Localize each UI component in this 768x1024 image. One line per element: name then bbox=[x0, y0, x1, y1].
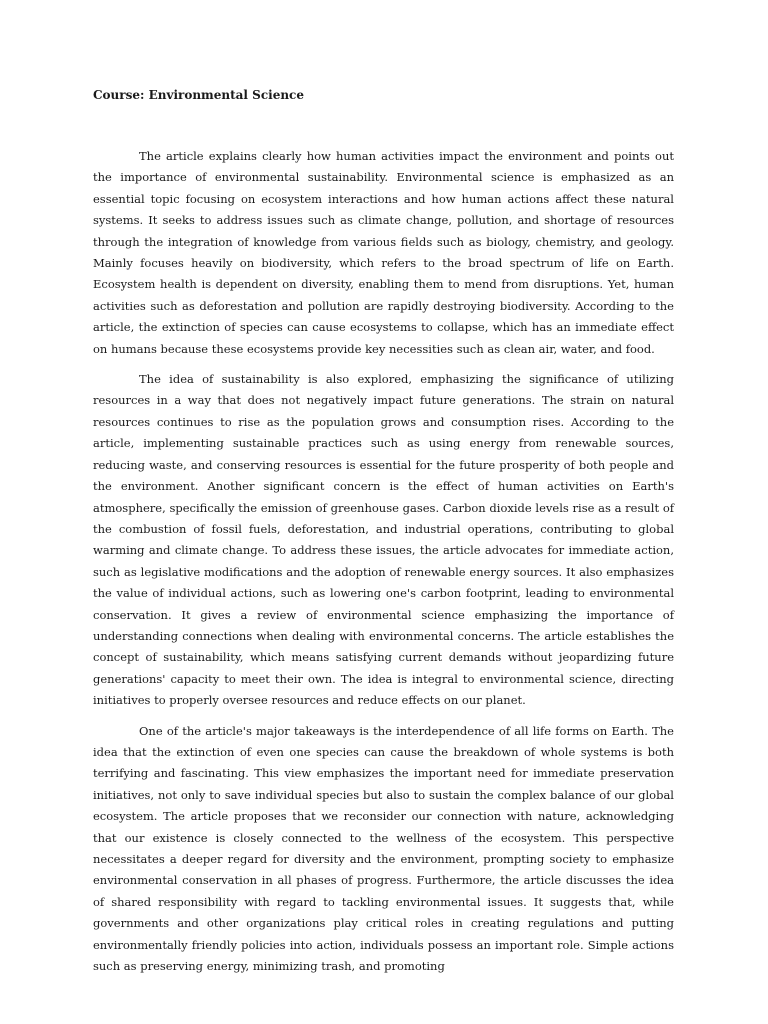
document-body bbox=[93, 146, 674, 986]
paragraph-interdependence: One of the article's major takeaways is the interdependence of all life forms on Earth. The idea that the extinction of even one species can cause the breakdown of whole systems is both terrifying and fascinating. This view emphasizes the important need for immediate preservation initiatives, not only to save individual species but also to sustain the complex balance of our global ecosystem. The article proposes that we reconsider our connection with nature, acknowledging that our existence is closely connected to the wellness of the ecosystem. This perspective necessitates a deeper regard for diversity and the environment, prompting society to emphasize environmental conservation in all phases of progress. Furthermore, the article discusses the idea of shared responsibility with regard to tackling environmental issues. It suggests that, while governments and other organizations play critical roles in creating regulations and putting environmentally friendly policies into action, individuals possess an important role. Simple actions such as preserving energy, minimizing trash, and promoting bbox=[93, 723, 674, 974]
paragraph-sustainability: The idea of sustainability is also explored, emphasizing the significance of utilizing resources in a way that does not negatively impact future generations. The strain on natural resources continues to rise as the population grows and consumption rises. According to the article, implementing sustainable practices such as using energy from renewable sources, reducing waste, and conserving resources is essential for the future prosperity of both people and the environment. Another significant concern is the effect of human activities on Earth's atmosphere, specifically the emission of greenhouse gases. Carbon dioxide levels rise as a result of the combustion of fossil fuels, deforestation, and industrial operations, contributing to global warming and climate change. To address these issues, the article advocates for immediate action, such as legislative modifications and the adoption of renewable energy sources. It also emphasizes the value of individual actions, such as lowering one's carbon footprint, leading to environmental conservation. It gives a review of environmental science emphasizing the importance of understanding connections when dealing with environmental concerns. The article establishes the concept of sustainability, which means satisfying current demands without jeopardizing future generations' capacity to meet their own. The idea is integral to environmental science, directing initiatives to properly oversee resources and reduce effects on our planet. bbox=[93, 372, 674, 708]
course-title: Course: Environmental Science bbox=[93, 88, 304, 102]
paragraph-biodiversity: The article explains clearly how human activities impact the environment and points out the importance of environmental sustainability. Environmental science is emphasized as an essential topic focusing on ecosystem interactions and how human actions affect these natural systems. It seeks to address issues such as climate change, pollution, and shortage of resources through the integration of knowledge from various fields such as biology, chemistry, and geology. Mainly focuses heavily on biodiversity, which refers to the broad spectrum of life on Earth. Ecosystem health is dependent on diversity, enabling them to mend from disruptions. Yet, human activities such as deforestation and pollution are rapidly destroying biodiversity. According to the article, the extinction of species can cause ecosystems to collapse, which has an immediate effect on humans because these ecosystems provide key necessities such as clean air, water, and food. bbox=[93, 149, 674, 356]
